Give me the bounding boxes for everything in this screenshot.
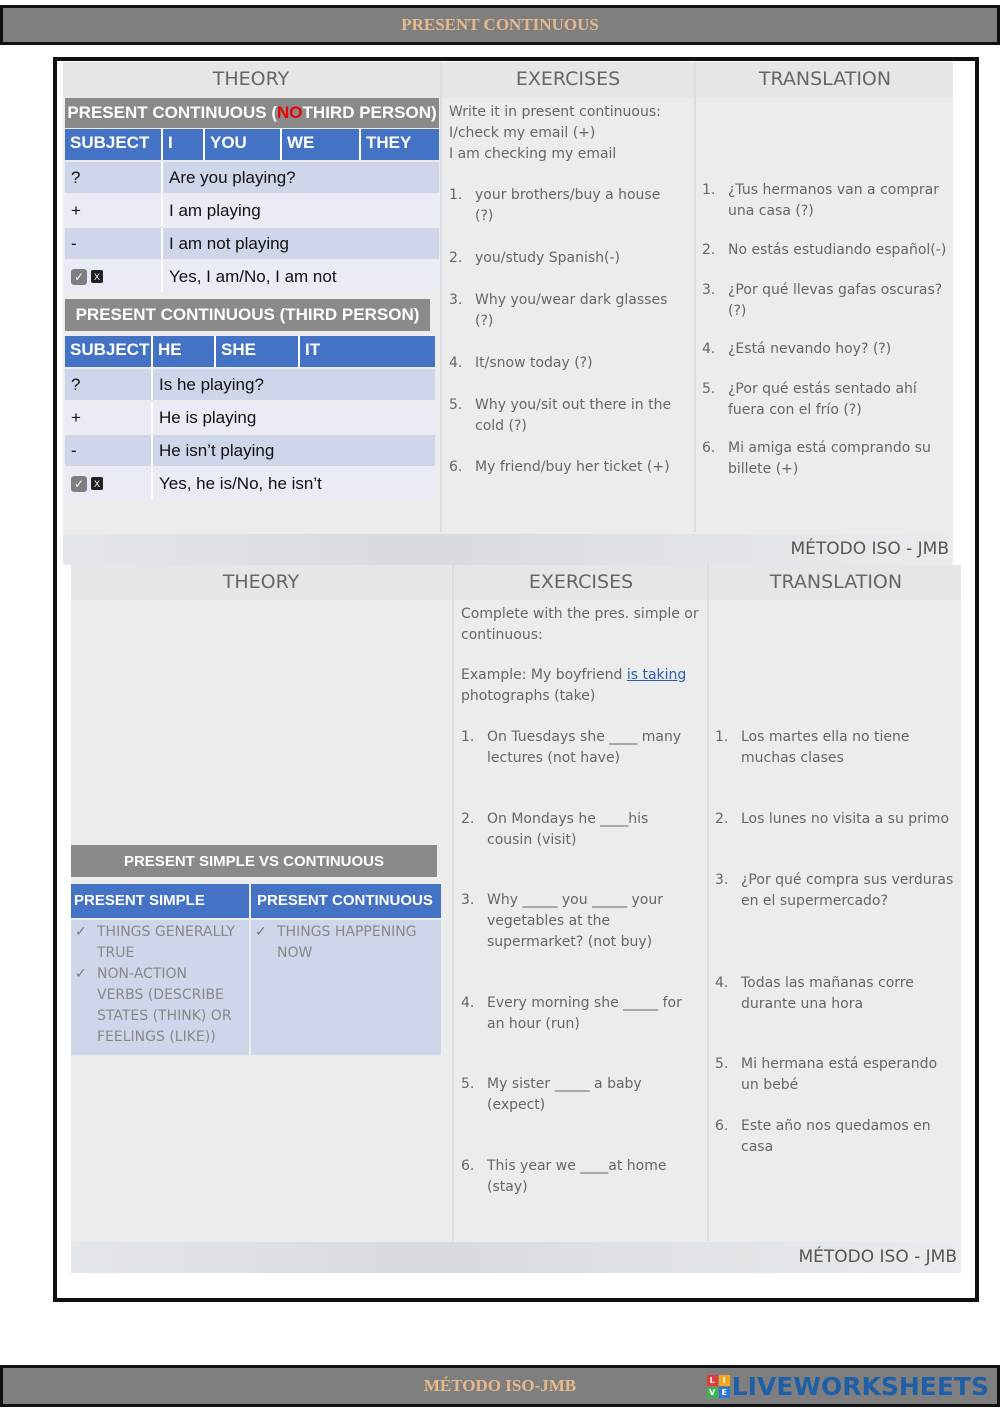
logo-tile: E <box>719 1387 730 1398</box>
list-item <box>75 922 245 964</box>
row-symbol: ? <box>65 162 163 193</box>
table-row <box>65 369 435 400</box>
translation-heading: TRANSLATION <box>758 68 892 90</box>
exercise-item <box>449 185 694 227</box>
table-row <box>65 435 435 466</box>
row-symbol <box>65 468 153 499</box>
table-header-row <box>65 336 435 367</box>
item-line: This year we ____at home <box>487 1158 667 1174</box>
item-number: 1. <box>715 729 729 745</box>
item-line: billete (+) <box>728 461 799 477</box>
header-cell: YOU <box>205 129 282 160</box>
item-line: you/study Spanish(-) <box>475 250 620 266</box>
row-symbol: + <box>65 402 153 433</box>
header-cell: IT <box>305 340 321 359</box>
checkbox-icon: ✓ <box>71 476 87 492</box>
exercise-item <box>449 457 694 478</box>
row-text: I am not playing <box>163 228 439 259</box>
header-cell: I <box>163 129 205 160</box>
intro-line: I am checking my email <box>449 146 617 162</box>
exercise-item <box>461 727 706 769</box>
example-text: photographs (take) <box>461 688 596 704</box>
checkbox-icon: ✓ <box>71 269 87 285</box>
item-line: THINGS GENERALLY <box>97 924 235 940</box>
example-text: Example: My boyfriend <box>461 667 627 683</box>
slide-1 <box>63 62 953 565</box>
slide-2 <box>71 565 961 1273</box>
item-line: (expect) <box>487 1097 546 1113</box>
translation-item <box>702 339 952 360</box>
item-number: 2. <box>461 811 475 827</box>
item-line: Why you/sit out there in the <box>475 397 672 413</box>
exercise-item <box>449 290 694 332</box>
translation-item <box>715 870 960 912</box>
header-cell: SHE <box>216 336 300 367</box>
item-number: 2. <box>702 242 716 258</box>
item-line: (?) <box>728 303 747 319</box>
item-number: 1. <box>449 187 463 203</box>
header-present-simple: PRESENT SIMPLE <box>71 884 249 918</box>
footer-text: MÉTODO ISO - JMB <box>798 1247 957 1267</box>
item-line: VERBS (DESCRIBE <box>97 987 224 1003</box>
item-line: Every morning she _____ for <box>487 995 682 1011</box>
item-number: 5. <box>715 1056 729 1072</box>
item-line: FEELINGS (LIKE)) <box>97 1029 216 1045</box>
item-line: ¿Por qué estás sentado ahí <box>728 381 917 397</box>
translation-item <box>715 1054 960 1096</box>
table-title-text: PRESENT CONTINUOUS ( <box>67 103 278 122</box>
item-number: 5. <box>449 397 463 413</box>
item-number: 1. <box>702 182 716 198</box>
item-number: 5. <box>461 1076 475 1092</box>
row-symbol <box>65 261 163 292</box>
logo-icon <box>707 1375 730 1398</box>
item-line: It/snow today (?) <box>475 355 593 371</box>
table-title-simple-vs-continuous: PRESENT SIMPLE VS CONTINUOUS <box>71 845 437 877</box>
exercise-item <box>449 248 694 269</box>
header-cell: WE <box>282 129 361 160</box>
list-item <box>75 964 245 1048</box>
item-line: ¿Por qué llevas gafas oscuras? <box>728 282 943 298</box>
row-text: Are you playing? <box>163 162 439 193</box>
exercise-item <box>461 809 706 851</box>
item-line: un bebé <box>741 1077 799 1093</box>
table-row <box>65 468 435 499</box>
slide-footer <box>71 1242 961 1273</box>
translation-item <box>715 1116 960 1158</box>
exercises-heading: EXERCISES <box>528 571 634 593</box>
item-line: My sister _____ a baby <box>487 1076 642 1092</box>
translation-heading: TRANSLATION <box>769 571 903 593</box>
exercises-heading: EXERCISES <box>515 68 621 90</box>
x-box-icon: X <box>91 270 103 283</box>
item-line: ¿Tus hermanos van a comprar <box>728 182 939 198</box>
item-line: supermarket? (not buy) <box>487 934 653 950</box>
row-text: He isn’t playing <box>153 435 435 466</box>
logo-text: LIVEWORKSHEETS <box>731 1372 989 1401</box>
row-symbol: - <box>65 228 163 259</box>
table-row <box>65 402 435 433</box>
intro-line: continuous: <box>461 627 543 643</box>
header-cell: SUBJECT <box>65 129 163 160</box>
item-line: (?) <box>475 208 494 224</box>
exercises-intro <box>449 102 694 165</box>
item-line: your brothers/buy a house <box>475 187 661 203</box>
item-line: ¿Por qué compra sus verduras <box>741 872 954 888</box>
exercises-intro <box>461 604 706 646</box>
exercise-item <box>449 395 694 437</box>
header-present-continuous: PRESENT CONTINUOUS <box>251 884 441 918</box>
column-divider <box>452 565 454 1241</box>
header-cell: THEY <box>366 133 412 152</box>
item-line: (stay) <box>487 1179 528 1195</box>
item-line: muchas clases <box>741 750 844 766</box>
item-line: My friend/buy her ticket (+) <box>475 459 670 475</box>
item-line: Why _____ you _____ your <box>487 892 664 908</box>
liveworksheets-logo[interactable] <box>707 1372 989 1401</box>
logo-tile: I <box>719 1375 730 1386</box>
banner-title: PRESENT CONTINUOUS <box>401 15 599 34</box>
item-number: 1. <box>461 729 475 745</box>
check-icon: ✓ <box>75 924 87 940</box>
translation-item <box>702 280 952 322</box>
exercise-item <box>449 353 694 374</box>
item-line: TRUE <box>97 945 135 961</box>
header-cell: HE <box>153 336 216 367</box>
item-number: 4. <box>449 355 463 371</box>
theory-heading: THEORY <box>222 571 300 593</box>
table-title-highlight: NO <box>277 103 303 122</box>
item-number: 4. <box>715 975 729 991</box>
list-item <box>255 922 437 964</box>
check-icon: ✓ <box>255 924 267 940</box>
item-line: Los lunes no visita a su primo <box>741 811 950 827</box>
translation-item <box>715 727 960 769</box>
item-number: 3. <box>715 872 729 888</box>
table-title-text: THIRD PERSON) <box>302 103 437 122</box>
row-symbol: ? <box>65 369 153 400</box>
translation-item <box>702 240 952 261</box>
item-line: NOW <box>277 945 313 961</box>
row-text: He is playing <box>153 402 435 433</box>
item-number: 5. <box>702 381 716 397</box>
item-number: 4. <box>702 341 716 357</box>
intro-line: Complete with the pres. simple or <box>461 606 699 622</box>
item-line: una casa (?) <box>728 203 814 219</box>
table-row <box>65 261 439 292</box>
theory-heading: THEORY <box>212 68 290 90</box>
banner-title: MÉTODO ISO-JMB <box>423 1376 577 1395</box>
item-number: 6. <box>702 440 716 456</box>
item-line: an hour (run) <box>487 1016 580 1032</box>
column-divider <box>707 565 709 1241</box>
item-number: 2. <box>715 811 729 827</box>
table-title-no-third-person <box>65 98 439 128</box>
column-divider <box>694 62 696 532</box>
item-line: Los martes ella no tiene <box>741 729 910 745</box>
row-symbol: + <box>65 195 163 226</box>
example-answer-link[interactable]: is taking <box>626 667 687 683</box>
translation-item <box>702 438 952 480</box>
exercise-item <box>461 890 706 953</box>
logo-tile: L <box>707 1375 718 1386</box>
item-line: Mi amiga está comprando su <box>728 440 931 456</box>
table-row <box>65 195 439 226</box>
item-line: STATES (THINK) OR <box>97 1008 232 1024</box>
item-number: 6. <box>715 1118 729 1134</box>
item-line: NON-ACTION <box>97 966 187 982</box>
intro-line: Write it in present continuous: <box>449 104 661 120</box>
example-sentence <box>461 665 706 707</box>
row-text: Is he playing? <box>153 369 435 400</box>
column-divider <box>440 62 442 532</box>
item-line: On Mondays he ____his <box>487 811 649 827</box>
item-line: lectures (not have) <box>487 750 621 766</box>
slide-footer <box>63 534 953 565</box>
logo-tile: V <box>707 1387 718 1398</box>
exercise-item <box>461 993 706 1035</box>
item-line: (?) <box>475 313 494 329</box>
bottom-banner <box>0 1365 1000 1407</box>
item-line: en el supermercado? <box>741 893 888 909</box>
table-title-third-person: PRESENT CONTINUOUS (THIRD PERSON) <box>65 299 430 331</box>
item-line: Mi hermana está esperando <box>741 1056 938 1072</box>
item-number: 6. <box>461 1158 475 1174</box>
translation-item <box>715 809 960 830</box>
footer-text: MÉTODO ISO - JMB <box>790 539 949 559</box>
translation-item <box>702 379 952 421</box>
item-number: 3. <box>461 892 475 908</box>
item-line: Why you/wear dark glasses <box>475 292 668 308</box>
row-text: Yes, he is/No, he isn’t <box>153 468 435 499</box>
table-row <box>65 162 439 193</box>
table-header-row <box>65 129 439 160</box>
item-line: ¿Está nevando hoy? (?) <box>728 341 892 357</box>
item-number: 6. <box>449 459 463 475</box>
item-line: fuera con el frío (?) <box>728 402 862 418</box>
item-number: 2. <box>449 250 463 266</box>
exercise-item <box>461 1156 706 1198</box>
item-line: vegetables at the <box>487 913 611 929</box>
item-line: cold (?) <box>475 418 527 434</box>
present-continuous-uses <box>251 920 441 1055</box>
row-text: Yes, I am/No, I am not <box>163 261 439 292</box>
item-line: Todas las mañanas corre <box>741 975 914 991</box>
item-number: 4. <box>461 995 475 1011</box>
item-line: THINGS HAPPENING <box>277 924 417 940</box>
check-icon: ✓ <box>75 966 87 982</box>
translation-item <box>715 973 960 1015</box>
item-line: casa <box>741 1139 774 1155</box>
item-number: 3. <box>449 292 463 308</box>
translation-item <box>702 180 952 222</box>
table-row <box>65 228 439 259</box>
item-line: durante una hora <box>741 996 864 1012</box>
exercise-item <box>461 1074 706 1116</box>
item-line: No estás estudiando español(-) <box>728 242 947 258</box>
item-line: cousin (visit) <box>487 832 577 848</box>
row-text: I am playing <box>163 195 439 226</box>
x-box-icon: X <box>91 477 103 490</box>
item-line: Este año nos quedamos en <box>741 1118 931 1134</box>
present-simple-uses <box>71 920 249 1055</box>
intro-line: I/check my email (+) <box>449 125 596 141</box>
item-number: 3. <box>702 282 716 298</box>
item-line: On Tuesdays she ____ many <box>487 729 682 745</box>
top-banner <box>0 5 1000 45</box>
header-cell: SUBJECT <box>65 336 153 367</box>
row-symbol: - <box>65 435 153 466</box>
